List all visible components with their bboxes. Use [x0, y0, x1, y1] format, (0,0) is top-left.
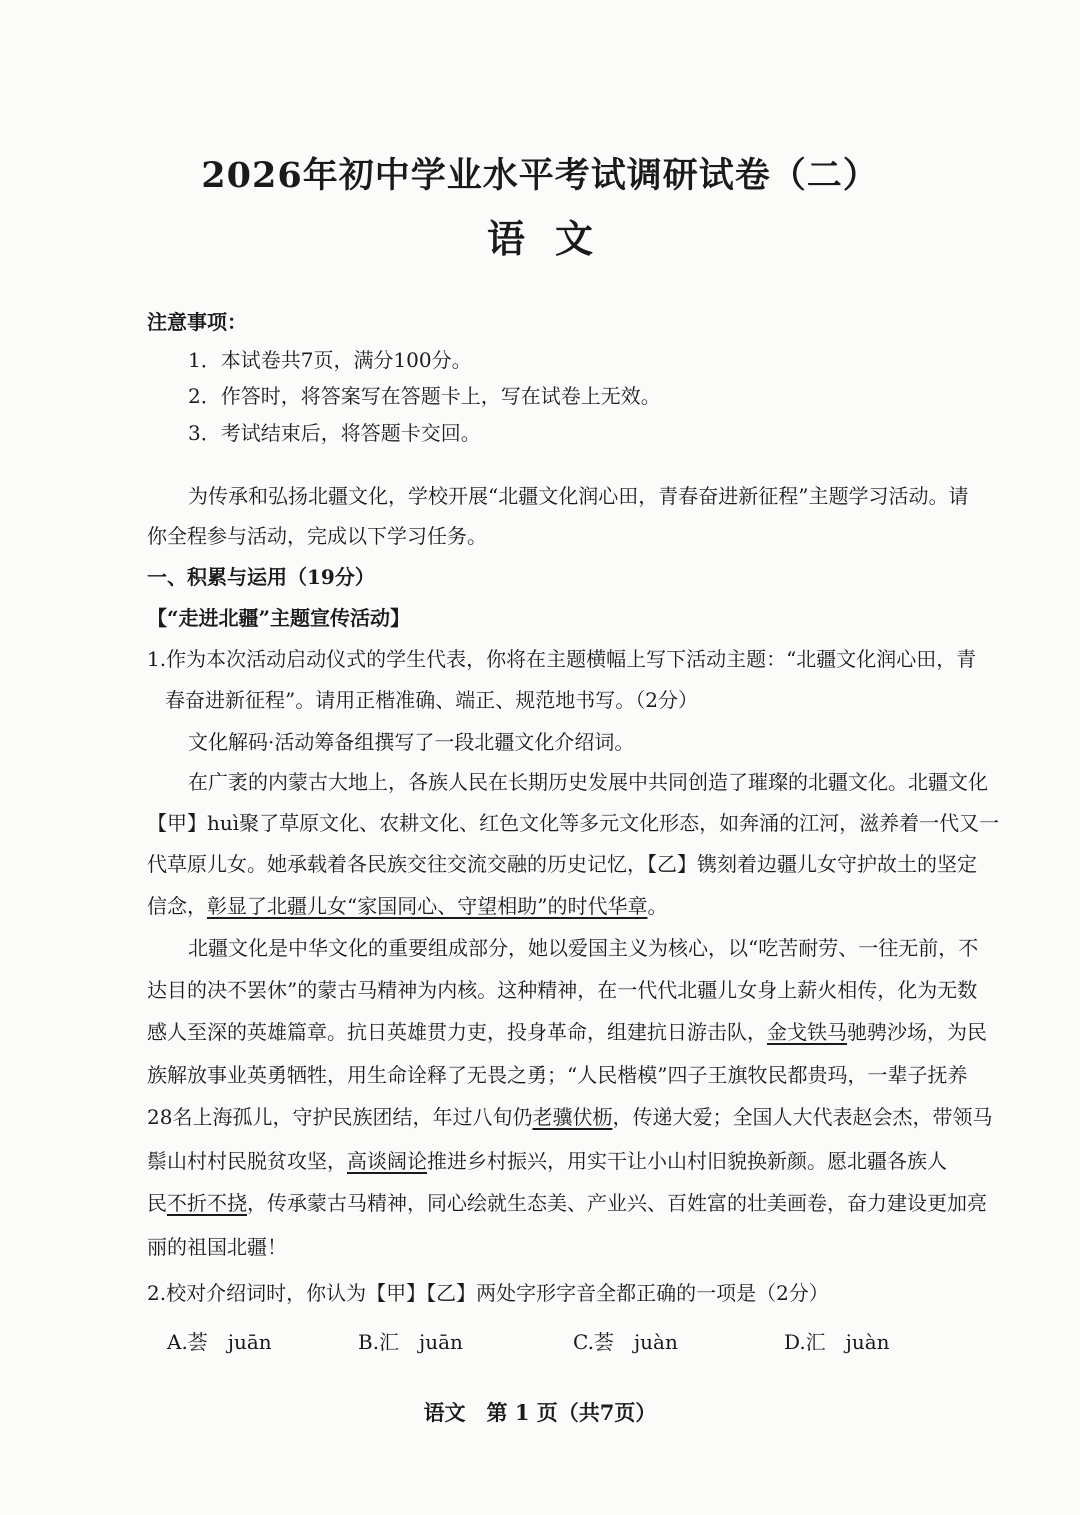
- passage-p1-line-4: [147, 893, 667, 919]
- passage-text: 鬃山村村民脱贫攻坚，: [147, 1149, 347, 1173]
- passage-p2-line-8: 丽的祖国北疆！: [147, 1235, 287, 1259]
- passage-p2-line-4: 族解放事业英勇牺牲，用生命诠释了无畏之勇；“人民楷模”四子王旗牧民都贵玛，一辈子抚养: [147, 1063, 968, 1087]
- notice-item-2: 2．作答时，将答案写在答题卡上，写在试卷上无效。: [188, 384, 661, 408]
- notice-item-1: 1．本试卷共7页，满分100分。: [188, 348, 472, 372]
- passage-text: 28名上海孤儿，守护民族团结，年过八旬仍: [147, 1105, 533, 1129]
- passage-p1-line-1: 在广袤的内蒙古大地上，各族人民在长期历史发展中共同创造了璀璨的北疆文化。北疆文化: [188, 770, 988, 794]
- question-2-stem: 2.校对介绍词时，你认为【甲】【乙】两处字形字音全都正确的一项是（2分）: [147, 1281, 829, 1305]
- passage-text: 信念，: [147, 894, 207, 918]
- passage-p2-line-1: 北疆文化是中华文化的重要组成部分，她以爱国主义为核心，以“吃苦耐劳、一往无前，不: [188, 936, 979, 960]
- passage-text: 推进乡村振兴，用实干让小山村旧貌换新颜。愿北疆各族人: [427, 1149, 947, 1173]
- question-1-line-1: 1.作为本次活动启动仪式的学生代表，你将在主题横幅上写下活动主题：“北疆文化润心田，青: [147, 647, 977, 671]
- passage-p1-line-2: 【甲】huì聚了草原文化、农耕文化、红色文化等多元文化形态，如奔涌的江河，滋养着一代又一: [147, 811, 1000, 835]
- option-c: C.荟 juàn: [573, 1330, 678, 1354]
- notice-item-3: 3．考试结束后，将答题卡交回。: [188, 421, 481, 445]
- activity-heading: 【“走进北疆”主题宣传活动】: [147, 606, 411, 630]
- passage-p1-line-3: 代草原儿女。她承载着各民族交往交流交融的历史记忆，【乙】镌刻着边疆儿女守护故土的坚定: [147, 852, 977, 876]
- underlined-idiom: 金戈铁马: [767, 1020, 847, 1044]
- underlined-sentence: 彰显了北疆儿女“家国同心、守望相助”的时代华章: [207, 894, 648, 918]
- option-b: B.汇 juān: [358, 1330, 463, 1354]
- option-a: A.荟 juān: [167, 1330, 272, 1354]
- option-d: D.汇 juàn: [784, 1330, 890, 1354]
- page-footer: 语文 第 1 页（共7页）: [423, 1400, 657, 1425]
- section-heading: 一、积累与运用（19分）: [147, 565, 375, 589]
- subject-title: 语文: [486, 216, 623, 261]
- passage-p2-line-2: 达目的决不罢休”的蒙古马精神为内核。这种精神，在一代代北疆儿女身上薪火相传，化为无数: [147, 978, 978, 1002]
- question-1-line-2: 春奋进新征程”。请用正楷准确、端正、规范地书写。（2分）: [165, 688, 698, 712]
- exam-title: 2026年初中学业水平考试调研试卷（二）: [201, 155, 879, 196]
- passage-text: ，传承蒙古马精神，同心绘就生态美、产业兴、百姓富的壮美画卷，奋力建设更加亮: [247, 1191, 987, 1215]
- passage-text: 。: [647, 894, 668, 918]
- underlined-idiom: 不折不挠: [167, 1191, 247, 1215]
- passage-p2-line-7: [147, 1190, 987, 1216]
- passage-p2-line-5: [147, 1104, 992, 1130]
- passage-text: 驰骋沙场，为民: [847, 1020, 987, 1044]
- passage-text: ，传递大爱；全国人大代表赵会杰，带领马: [612, 1105, 993, 1129]
- passage-text: 民: [147, 1191, 167, 1215]
- underlined-idiom: 老骥伏枥: [532, 1105, 613, 1129]
- passage-p2-line-6: [147, 1148, 947, 1174]
- intro-line-2: 你全程参与活动，完成以下学习任务。: [147, 524, 487, 548]
- question-2-options: [0, 1326, 1080, 1356]
- notice-heading: 注意事项：: [147, 310, 247, 334]
- passage-p2-line-3: [147, 1019, 987, 1045]
- decode-intro: 文化解码·活动筹备组撰写了一段北疆文化介绍词。: [188, 730, 635, 754]
- passage-text: 感人至深的英雄篇章。抗日英雄贯力吏，投身革命，组建抗日游击队，: [147, 1020, 767, 1044]
- underlined-idiom: 高谈阔论: [347, 1149, 427, 1173]
- intro-line-1: 为传承和弘扬北疆文化，学校开展“北疆文化润心田，青春奋进新征程”主题学习活动。请: [188, 484, 969, 508]
